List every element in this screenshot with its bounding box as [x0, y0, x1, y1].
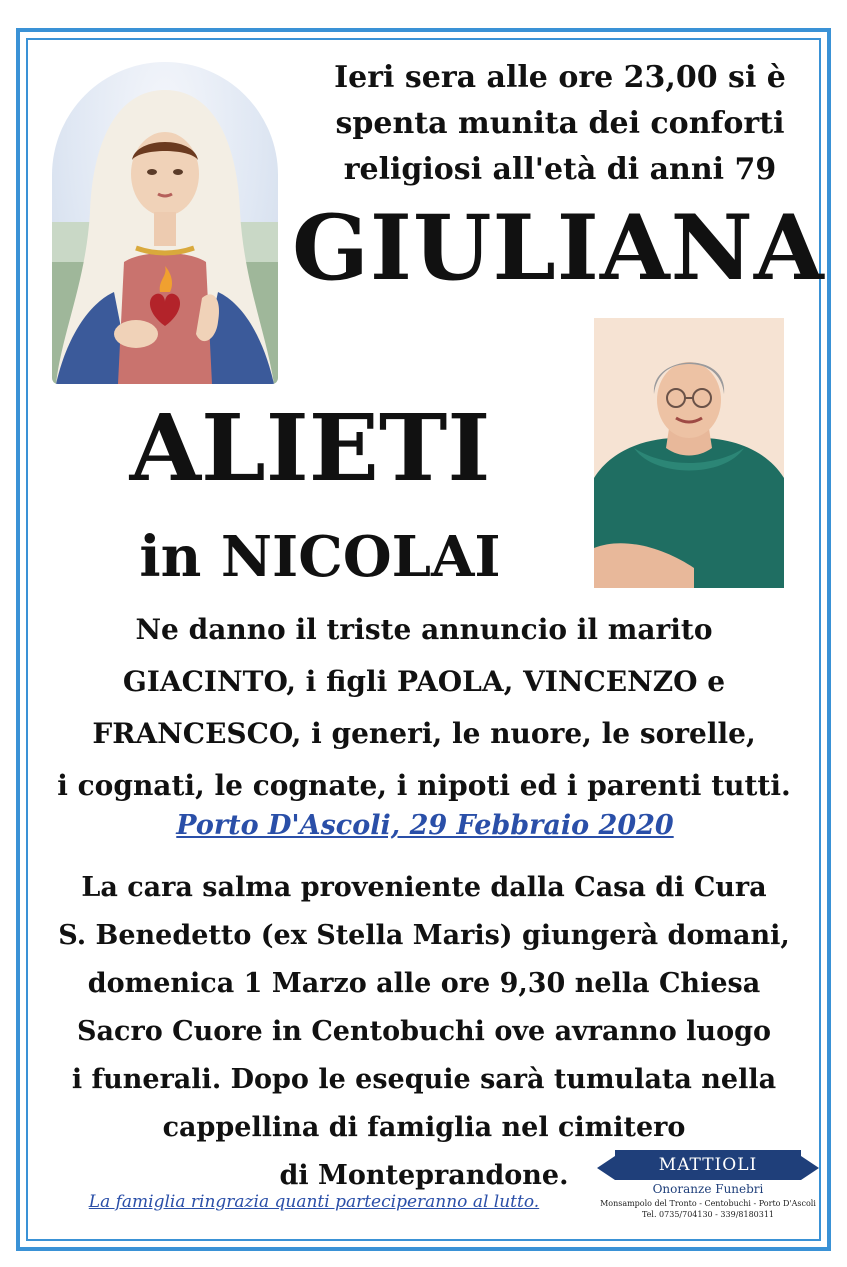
portrait-photo: [594, 318, 784, 588]
intro-line: Ieri sera alle ore 23,00 si è: [334, 60, 786, 95]
funeral-line: Sacro Cuore in Centobuchi ove avranno luogo: [77, 1016, 771, 1047]
logo-places: Monsampolo del Tronto - Centobuchi - Porto D'Ascoli: [600, 1199, 816, 1208]
first-name: GIULIANA: [292, 195, 825, 301]
thanks-note: La famiglia ringrazia quanti parteciperanno al lutto.: [88, 1192, 540, 1212]
funeral-line: domenica 1 Marzo alle ore 9,30 nella Chiesa: [87, 968, 761, 999]
announcement-line: Ne danno il triste annuncio il marito: [135, 613, 713, 646]
logo-phone: Tel. 0735/704130 - 339/8180311: [641, 1210, 775, 1219]
funeral-home-logo: [592, 1150, 824, 1232]
intro-line: spenta munita dei conforti: [335, 106, 785, 141]
announcement-line: FRANCESCO, i generi, le nuore, le sorelle,: [92, 717, 756, 750]
funeral-line: La cara salma proveniente dalla Casa di Cura: [81, 872, 767, 903]
funeral-line: cappellina di famiglia nel cimitero: [162, 1112, 686, 1143]
funeral-line: S. Benedetto (ex Stella Maris) giungerà domani,: [58, 920, 790, 951]
married-name: in NICOLAI: [139, 524, 501, 590]
sacred-heart-image: [52, 62, 278, 384]
announcement-line: i cognati, le cognate, i nipoti ed i parenti tutti.: [57, 769, 791, 802]
logo-banner: MATTIOLI: [615, 1150, 801, 1180]
place-date: Porto D'Ascoli, 29 Febbraio 2020: [176, 810, 674, 841]
funeral-line: i funerali. Dopo le esequie sarà tumulata nella: [71, 1064, 777, 1095]
intro-line: religiosi all'età di anni 79: [343, 152, 777, 187]
announcement-line: GIACINTO, i figli PAOLA, VINCENZO e: [122, 665, 726, 698]
surname: ALIETI: [129, 394, 491, 502]
intro-text: [300, 55, 820, 193]
announcement-text: [30, 604, 818, 812]
logo-subtitle: Onoranze Funebri: [652, 1182, 764, 1196]
funeral-line: di Monteprandone.: [279, 1160, 569, 1191]
